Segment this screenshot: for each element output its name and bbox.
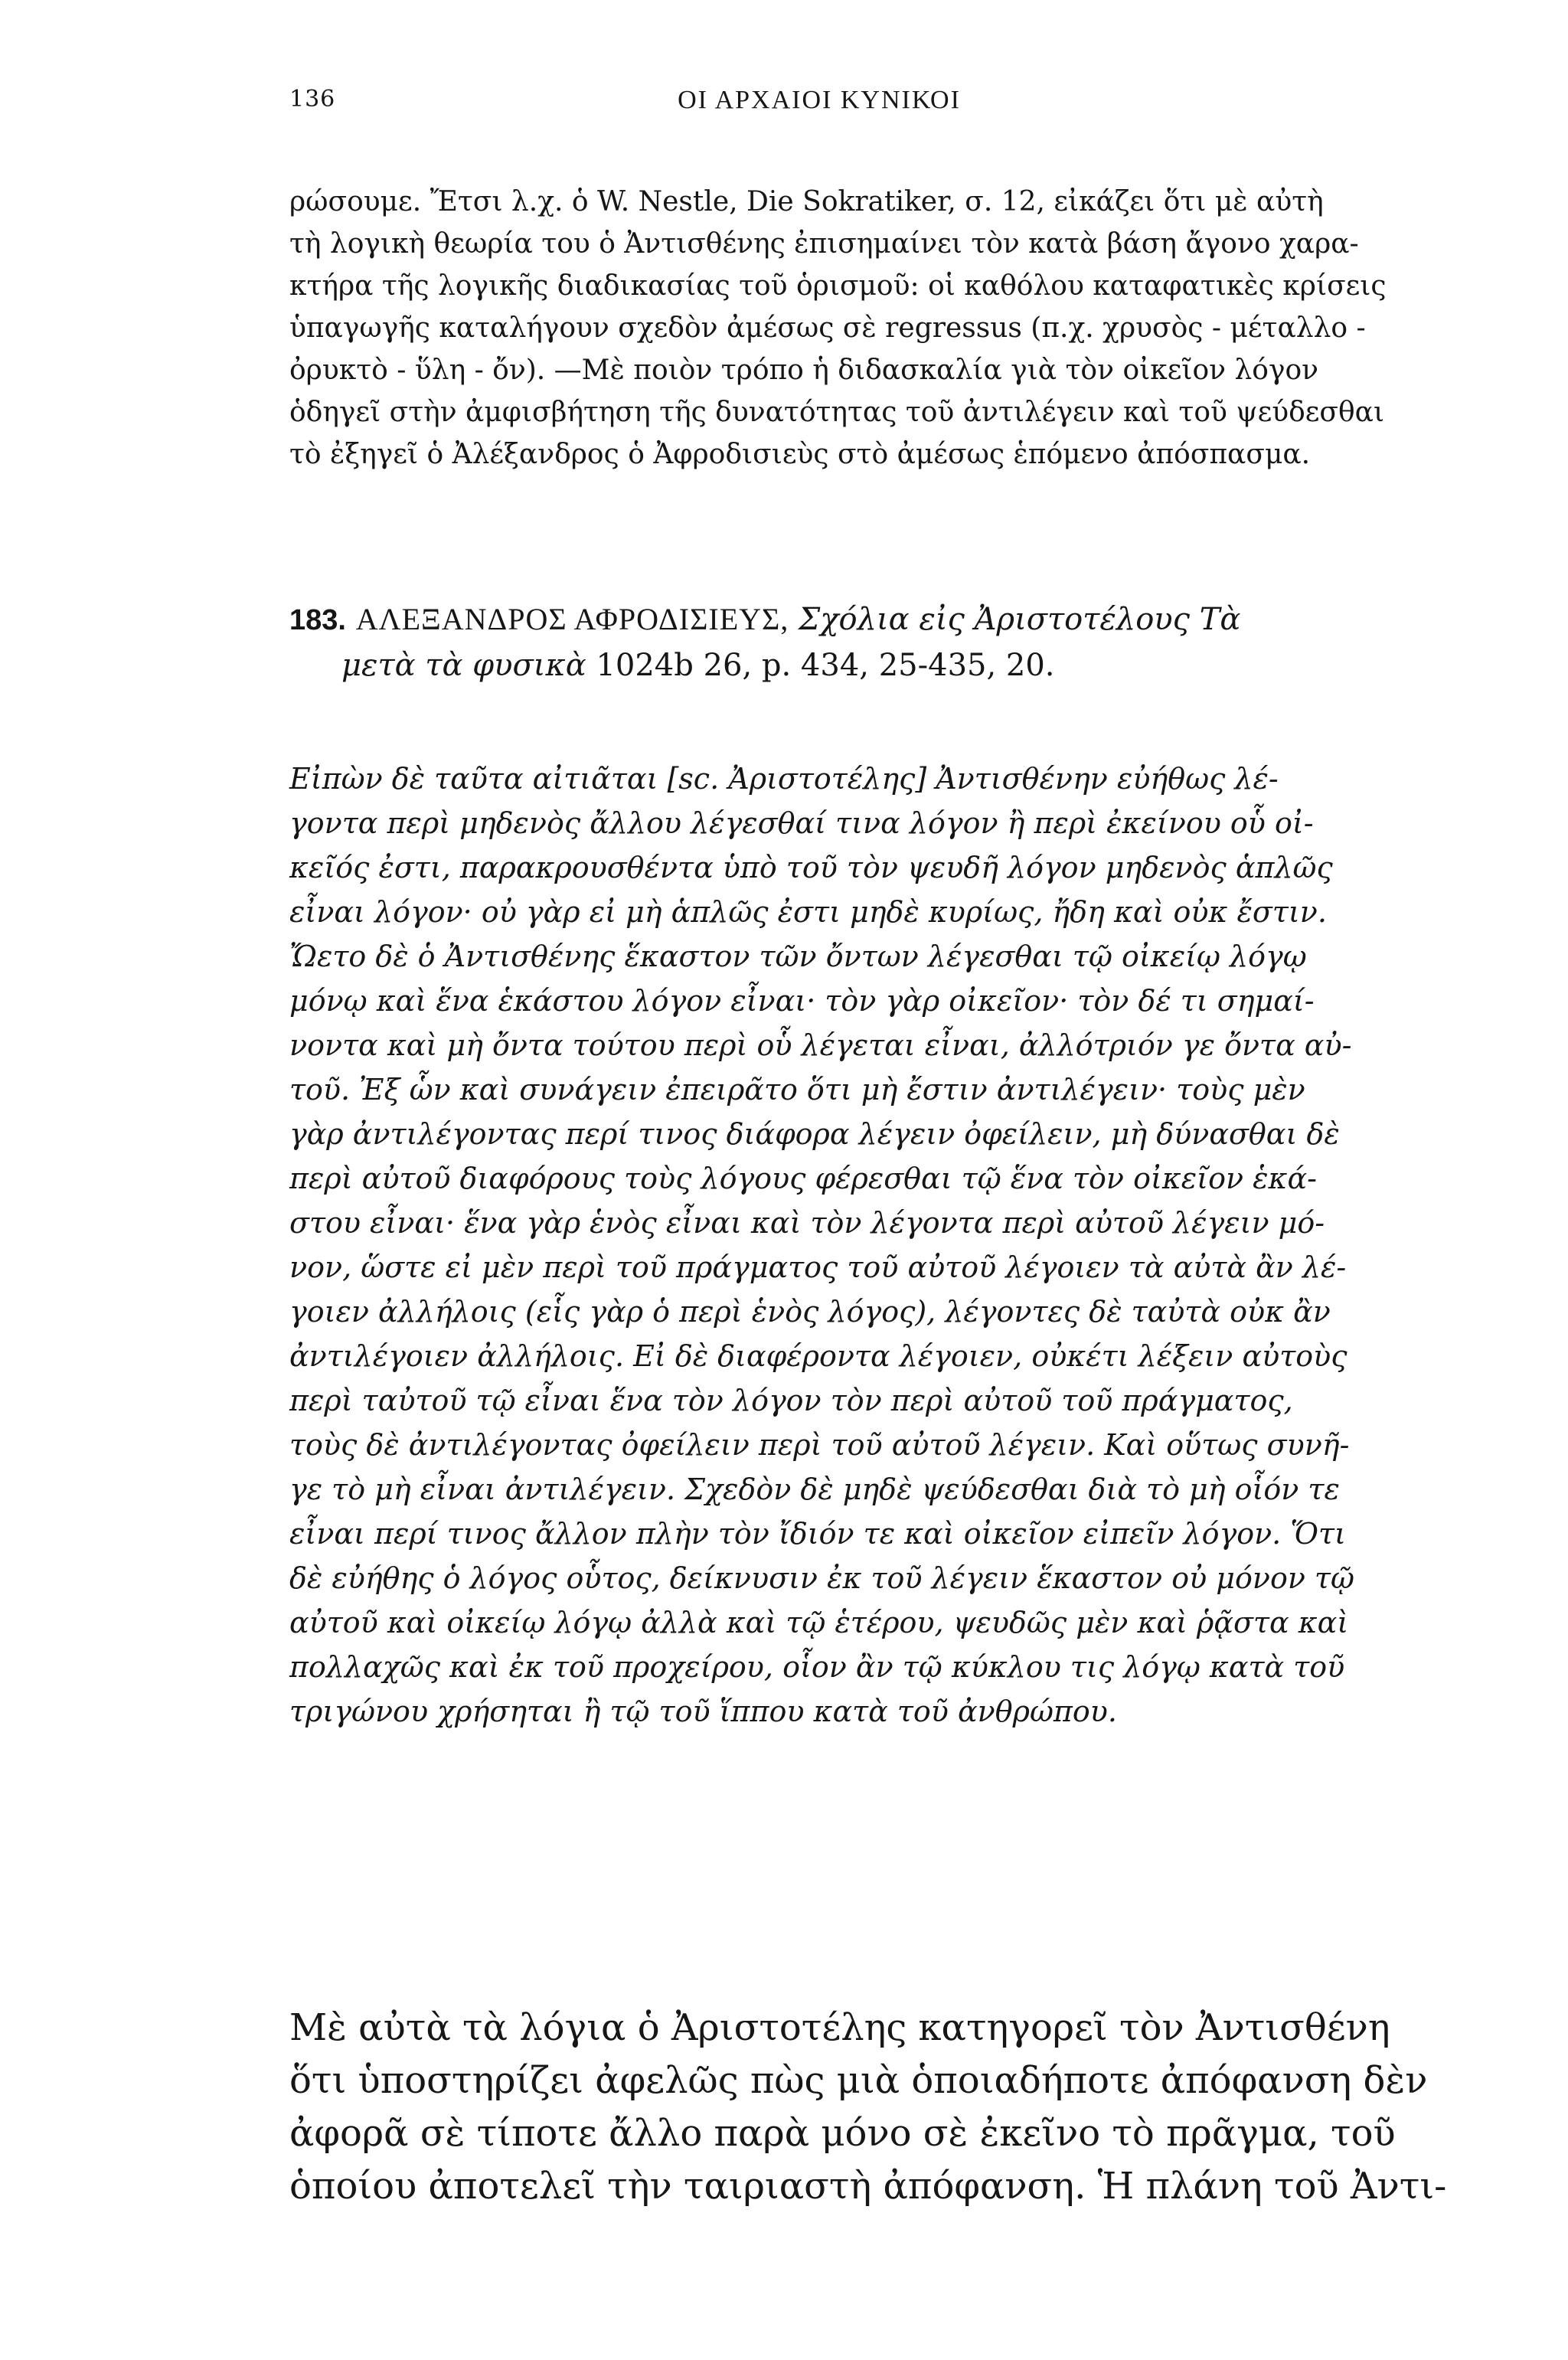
quote-line: κεῖός ἐστι, παρακρουσθέντα ὑπὸ τοῦ τὸν ψευδῆ λόγον μηδενὸς ἁπλῶς (289, 851, 1333, 884)
greek-source-quotation (289, 757, 1524, 1734)
quote-line: δὲ εὐήθης ὁ λόγος οὗτος, δείκνυσιν ἐκ τοῦ λέγειν ἕκαστον οὐ μόνον τῷ (289, 1561, 1355, 1595)
page-header (0, 86, 1568, 124)
commentary-line: Μὲ αὐτὰ τὰ λόγια ὁ Ἀριστοτέλης κατηγορεῖ τὸν Ἀντισθένη (289, 2006, 1390, 2049)
note-line: ρώσουμε. Ἔτσι λ.χ. ὁ W. Nestle, Die Sokratiker, σ. 12, εἰκάζει ὅτι μὲ αὐτὴ (289, 186, 1324, 217)
quote-line: αὐτοῦ καὶ οἰκείῳ λόγῳ ἀλλὰ καὶ τῷ ἑτέρου, ψευδῶς μὲν καὶ ῥᾷστα καὶ (289, 1606, 1349, 1639)
quote-line: Ὤετο δὲ ὁ Ἀντισθένης ἕκαστον τῶν ὄντων λέγεσθαι τῷ οἰκείῳ λόγῳ (289, 940, 1307, 973)
quote-line: περὶ ταὐτοῦ τῷ εἶναι ἕνα τὸν λόγον τὸν περὶ αὐτοῦ τοῦ πράγματος, (289, 1384, 1293, 1417)
quote-line: πολλαχῶς καὶ ἐκ τοῦ προχείρου, οἷον ἂν τῷ κύκλου τις λόγῳ κατὰ τοῦ (289, 1650, 1345, 1684)
quote-line: γε τὸ μὴ εἶναι ἀντιλέγειν. Σχεδὸν δὲ μηδὲ ψεύδεσθαι διὰ τὸ μὴ οἷόν τε (289, 1473, 1340, 1506)
note-line: τὴ λογικὴ θεωρία του ὁ Ἀντισθένης ἐπισημαίνει τὸν κατὰ βάση ἄγονο χαρα- (289, 228, 1359, 260)
quote-line: μόνῳ καὶ ἕνα ἑκάστου λόγον εἶναι· τὸν γὰρ οἰκεῖον· τὸν δέ τι σημαί- (289, 984, 1315, 1018)
quote-line: εἶναι περί τινος ἄλλον πλὴν τὸν ἴδιόν τε καὶ οἰκεῖον εἰπεῖν λόγον. Ὅτι (289, 1517, 1346, 1551)
quote-line: στου εἶναι· ἕνα γὰρ ἑνὸς εἶναι καὶ τὸν λέγοντα περὶ αὐτοῦ λέγειν μό- (289, 1206, 1325, 1240)
quote-line: εἶναι λόγον· οὐ γὰρ εἰ μὴ ἁπλῶς ἐστι μηδὲ κυρίως, ἤδη καὶ οὐκ ἔστιν. (289, 895, 1327, 929)
quote-line: τοὺς δὲ ἀντιλέγοντας ὀφείλειν περὶ τοῦ αὐτοῦ λέγειν. Καὶ οὕτως συνῆ- (289, 1428, 1350, 1462)
fragment-heading-line-1 (289, 596, 1524, 642)
source-reference: 1024b 26, p. 434, 25-435, 20. (596, 648, 1055, 683)
fragment-heading (289, 596, 1524, 689)
quote-line: νον, ὥστε εἰ μὲν περὶ τοῦ πράγματος τοῦ αὐτοῦ λέγοιεν τὰ αὐτὰ ἂν λέ- (289, 1250, 1347, 1284)
footnote-paragraph (289, 181, 1524, 476)
note-line: ὑπαγωγῆς καταλήγουν σχεδὸν ἀμέσως σὲ regressus (π.χ. χρυσὸς - μέταλλο - (289, 312, 1366, 344)
commentary-line: ὅτι ὑποστηρίζει ἀφελῶς πὼς μιὰ ὁποιαδήποτε ἀπόφανση δὲν (289, 2059, 1428, 2102)
note-line: ὀρυκτὸ - ὕλη - ὄν). —Μὲ ποιὸν τρόπο ἡ διδασκαλία γιὰ τὸν οἰκεῖον λόγον (289, 355, 1319, 386)
commentary-line: ὁποίου ἀποτελεῖ τὴν ταιριαστὴ ἀπόφανση. Ἡ πλάνη τοῦ Ἀντι- (289, 2165, 1447, 2208)
commentary-paragraph (289, 2002, 1524, 2213)
page-number: 136 (289, 86, 336, 113)
fragment-number: 183. (289, 604, 346, 636)
fragment-heading-line-2 (289, 642, 1524, 689)
quote-line: τριγώνου χρήσηται ἢ τῷ τοῦ ἵππου κατὰ τοῦ ἀνθρώπου. (289, 1695, 1117, 1728)
fragment-author: ΑΛΕΞΑΝΔΡΟΣ ΑΦΡΟΔΙΣΙΕΥΣ, (355, 602, 789, 636)
note-line: τὸ ἐξηγεῖ ὁ Ἀλέξανδρος ὁ Ἀφροδισιεὺς στὸ ἀμέσως ἑπόμενο ἀπόσπασμα. (289, 439, 1311, 470)
quote-line: γὰρ ἀντιλέγοντας περί τινος διάφορα λέγειν ὀφείλειν, μὴ δύνασθαι δὲ (289, 1117, 1340, 1151)
note-line: ὁδηγεῖ στὴν ἀμφισβήτηση τῆς δυνατότητας τοῦ ἀντιλέγειν καὶ τοῦ ψεύδεσθαι (289, 397, 1385, 428)
quote-line: γοντα περὶ μηδενὸς ἄλλου λέγεσθαί τινα λόγον ἢ περὶ ἐκείνου οὗ οἰ- (289, 806, 1314, 840)
commentary-line: ἀφορᾶ σὲ τίποτε ἄλλο παρὰ μόνο σὲ ἐκεῖνο τὸ πρᾶγμα, τοῦ (289, 2112, 1396, 2155)
quote-line: νοντα καὶ μὴ ὄντα τούτου περὶ οὗ λέγεται εἶναι, ἀλλότριόν γε ὄντα αὐ- (289, 1028, 1352, 1062)
quote-line: ἀντιλέγοιεν ἀλλήλοις. Εἰ δὲ διαφέροντα λέγοιεν, οὐκέτι λέξειν αὐτοὺς (289, 1339, 1348, 1373)
quote-line: τοῦ. Ἐξ ὧν καὶ συνάγειν ἐπειρᾶτο ὅτι μὴ ἔστιν ἀντιλέγειν· τοὺς μὲν (289, 1073, 1305, 1106)
work-title-continued: μετὰ τὰ φυσικὰ (341, 648, 586, 683)
running-title: ΟΙ ΑΡΧΑΙΟΙ ΚΥΝΙΚΟΙ (678, 86, 961, 114)
note-line: κτήρα τῆς λογικῆς διαδικασίας τοῦ ὁρισμοῦ: οἱ καθόλου καταφατικὲς κρίσεις (289, 270, 1387, 302)
work-title: Σχόλια εἰς Ἀριστοτέλους Τὰ (799, 602, 1241, 637)
quote-line: Εἰπὼν δὲ ταῦτα αἰτιᾶται [sc. Ἀριστοτέλης] Ἀντισθένην εὐήθως λέ- (289, 762, 1279, 796)
quote-line: περὶ αὐτοῦ διαφόρους τοὺς λόγους φέρεσθαι τῷ ἕνα τὸν οἰκεῖον ἑκά- (289, 1162, 1317, 1195)
quote-line: γοιεν ἀλλήλοις (εἷς γὰρ ὁ περὶ ἑνὸς λόγος), λέγοντες δὲ ταὐτὰ οὐκ ἂν (289, 1295, 1331, 1329)
